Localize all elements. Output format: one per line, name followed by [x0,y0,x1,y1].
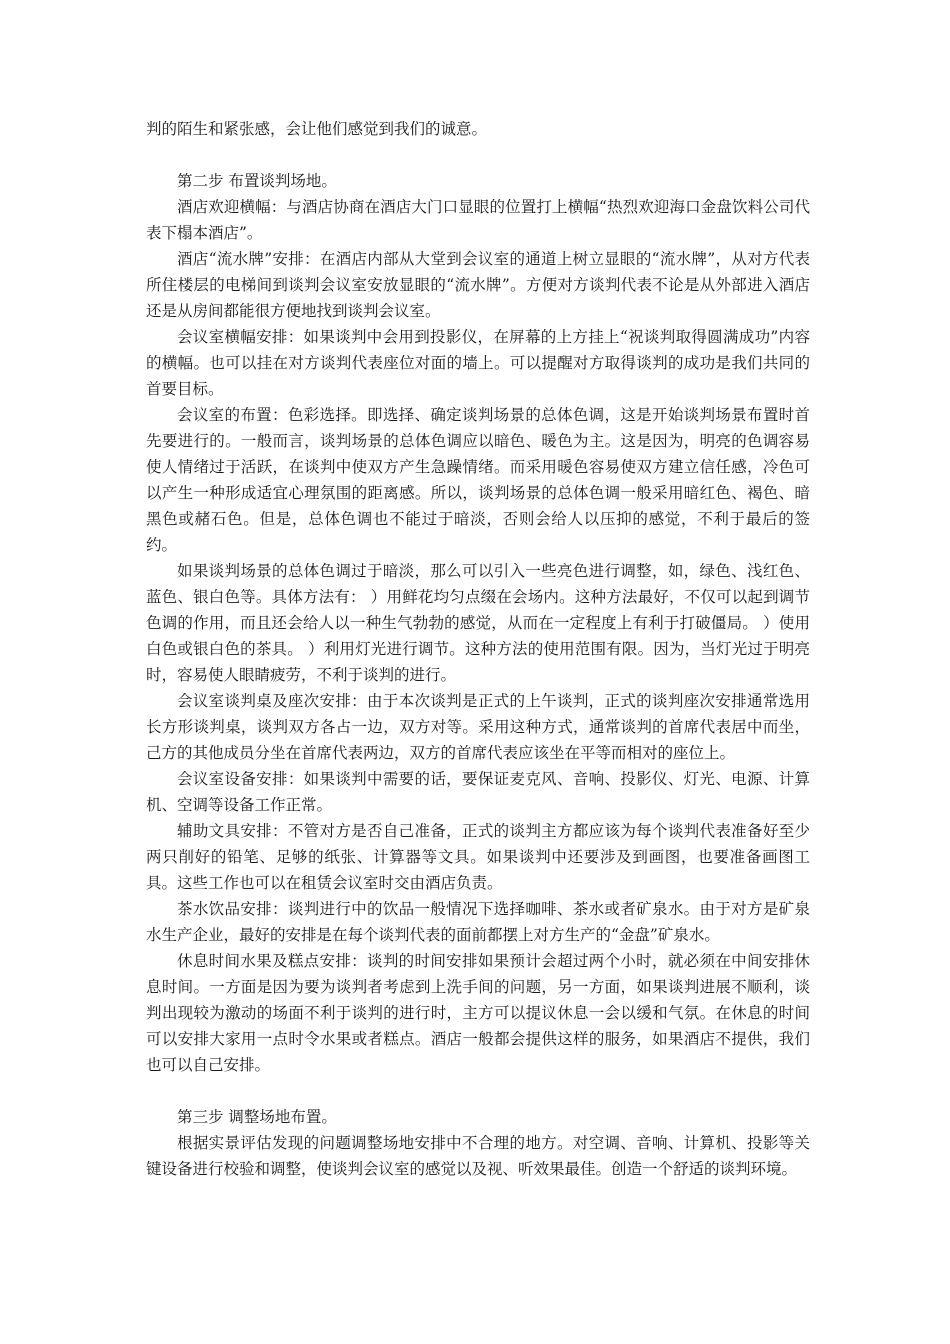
paragraph-hotel-banner: 酒店欢迎横幅：与酒店协商在酒店大门口显眼的位置打上横幅“热烈欢迎海口金盘饮料公司代表下榻本酒店”。 [146,198,810,242]
paragraph-color-adjustment: 如果谈判场景的总体色调过于暗淡，那么可以引入一些亮色进行调整，如，绿色、浅红色、蓝色、银白色等。具体方法有： ）用鲜花均匀点缀在会场内。这种方法最好，不仅可以起到调节色调的作用，而且还会给人以一种生气勃勃的感觉，从而在一定程度上有利于打破僵局。 ）使用白色或银白色的茶具。 ）利用灯光进行调节。这种方法的使用范围有限。因为，当灯光过于明亮时，容易使人眼睛疲劳，不利于谈判的进行。 [146,562,810,684]
paragraph-continuation: 判的陌生和紧张感，会让他们感觉到我们的诚意。 [146,120,488,138]
paragraph-signage: 酒店“流水牌”安排：在酒店内部从大堂到会议室的通道上树立显眼的“流水牌”，从对方代表所住楼层的电梯间到谈判会议室安放显眼的“流水牌”。方便对方谈判代表不论是从外部进入酒店还是从房间都能很方便地找到谈判会议室。 [146,250,810,320]
paragraph-table-seating: 会议室谈判桌及座次安排：由于本次谈判是正式的上午谈判，正式的谈判座次安排通常选用长方形谈判桌，谈判双方各占一边，双方对等。采用这种方式，通常谈判的首席代表居中而坐，己方的其他成员分坐在首席代表两边，双方的首席代表应该坐在平等而相对的座位上。 [146,692,810,762]
paragraph-spacer [146,1078,810,1104]
paragraph-spacer [146,142,810,168]
paragraph-break-snacks: 休息时间水果及糕点安排：谈判的时间安排如果预计会超过两个小时，就必须在中间安排休息时间。一方面是因为要为谈判者考虑到上洗手间的问题，另一方面，如果谈判进展不顺利，谈判出现较为激动的场面不利于谈判的进行时，主方可以提议休息一会以缓和气氛。在休息的时间可以安排大家用一点时令水果或者糕点。酒店一般都会提供这样的服务，如果酒店不提供，我们也可以自己安排。 [146,952,810,1074]
paragraph-stationery: 辅助文具安排：不管对方是否自己准备，正式的谈判主方都应该为每个谈判代表准备好至少两只削好的铅笔、足够的纸张、计算器等文具。如果谈判中还要涉及到画图，也要准备画图工具。这些工作也可以在租赁会议室时交由酒店负责。 [146,822,810,892]
document-body [146,116,810,1182]
paragraph-color-selection: 会议室的布置：色彩选择。即选择、确定谈判场景的总体色调，这是开始谈判场景布置时首先要进行的。一般而言，谈判场景的总体色调应以暗色、暖色为主。这是因为，明亮的色调容易使人情绪过于活跃，在谈判中使双方产生急躁情绪。而采用暖色容易使双方建立信任感，冷色可以产生一种形成适宜心理氛围的距离感。所以，谈判场景的总体色调一般采用暗红色、褐色、暗黑色或赭石色。但是，总体色调也不能过于暗淡，否则会给人以压抑的感觉，不利于最后的签约。 [146,406,810,554]
paragraph-adjust-layout: 根据实景评估发现的问题调整场地安排中不合理的地方。对空调、音响、计算机、投影等关键设备进行校验和调整，使谈判会议室的感觉以及视、听效果最佳。创造一个舒适的谈判环境。 [146,1134,810,1178]
section-heading-step-3: 第三步 调整场地布置。 [177,1108,337,1126]
paragraph-equipment: 会议室设备安排：如果谈判中需要的话，要保证麦克风、音响、投影仪、灯光、电源、计算机、空调等设备工作正常。 [146,770,810,814]
paragraph-meeting-banner: 会议室横幅安排：如果谈判中会用到投影仪，在屏幕的上方挂上“祝谈判取得圆满成功”内容的横幅。也可以挂在对方谈判代表座位对面的墙上。可以提醒对方取得谈判的成功是我们共同的首要目标。 [146,328,810,398]
paragraph-beverages: 茶水饮品安排：谈判进行中的饮品一般情况下选择咖啡、茶水或者矿泉水。由于对方是矿泉水生产企业，最好的安排是在每个谈判代表的面前都摆上对方生产的“金盘”矿泉水。 [146,900,810,944]
section-heading-step-2: 第二步 布置谈判场地。 [177,172,337,190]
